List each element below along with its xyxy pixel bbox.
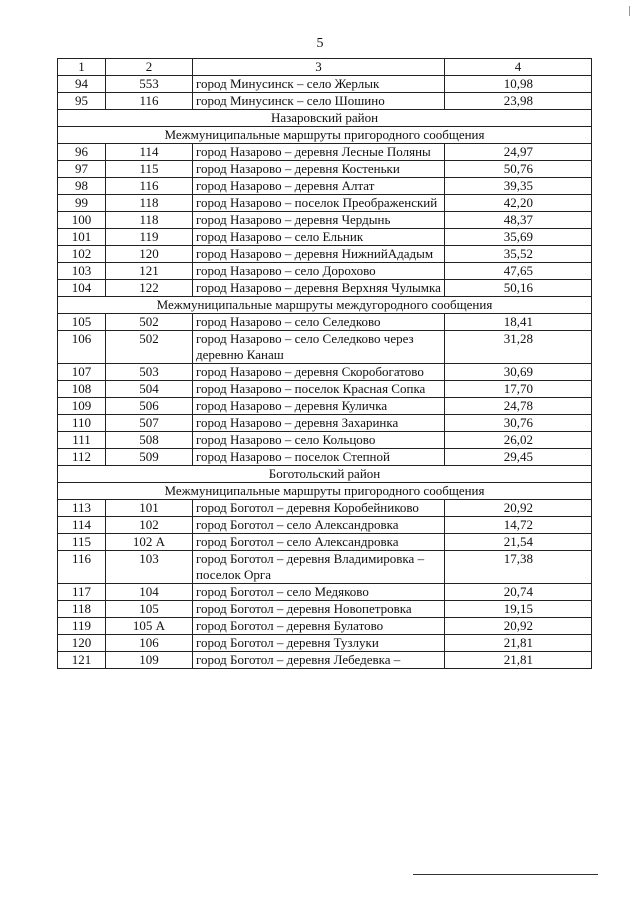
route-value: 48,37	[445, 212, 592, 229]
row-number: 98	[58, 178, 106, 195]
route-value: 19,15	[445, 601, 592, 618]
route-value: 47,65	[445, 263, 592, 280]
route-name: город Назарово – деревня Костеньки	[193, 161, 445, 178]
row-number: 96	[58, 144, 106, 161]
table-row	[58, 280, 592, 297]
route-name: город Боготол – деревня Владимировка – поселок Орга	[193, 551, 445, 584]
route-number: 118	[106, 212, 193, 229]
table-row	[58, 195, 592, 212]
route-number: 122	[106, 280, 193, 297]
route-value: 21,54	[445, 534, 592, 551]
table-row	[58, 618, 592, 635]
row-number: 117	[58, 584, 106, 601]
scan-edge-mark	[629, 6, 630, 16]
route-value: 30,76	[445, 415, 592, 432]
route-number: 121	[106, 263, 193, 280]
row-number: 121	[58, 652, 106, 669]
route-value: 21,81	[445, 652, 592, 669]
route-number: 506	[106, 398, 193, 415]
table-row	[58, 178, 592, 195]
route-value: 10,98	[445, 76, 592, 93]
route-number: 114	[106, 144, 193, 161]
route-number: 504	[106, 381, 193, 398]
route-name: город Назарово – деревня Скоробогатово	[193, 364, 445, 381]
row-number: 114	[58, 517, 106, 534]
page-number: 5	[316, 36, 324, 51]
row-number: 105	[58, 314, 106, 331]
route-number: 109	[106, 652, 193, 669]
row-number: 115	[58, 534, 106, 551]
section-heading-row	[58, 466, 592, 483]
row-number: 100	[58, 212, 106, 229]
route-number: 508	[106, 432, 193, 449]
route-name: город Назарово – деревня НижнийАдадым	[193, 246, 445, 263]
table-row	[58, 534, 592, 551]
route-number: 502	[106, 331, 193, 364]
route-name: город Назарово – поселок Степной	[193, 449, 445, 466]
route-name: город Назарово – село Дорохово	[193, 263, 445, 280]
route-name: город Боготол – деревня Коробейниково	[193, 500, 445, 517]
route-name: город Назарово – село Селедково через деревню Канаш	[193, 331, 445, 364]
route-value: 35,69	[445, 229, 592, 246]
route-number: 103	[106, 551, 193, 584]
header-cell: 1	[58, 59, 106, 76]
table-row	[58, 364, 592, 381]
table-row	[58, 415, 592, 432]
route-name: город Боготол – деревня Тузлуки	[193, 635, 445, 652]
row-number: 120	[58, 635, 106, 652]
route-number: 115	[106, 161, 193, 178]
route-name: город Назарово – деревня Алтат	[193, 178, 445, 195]
route-number: 120	[106, 246, 193, 263]
route-number: 116	[106, 93, 193, 110]
route-number: 502	[106, 314, 193, 331]
route-value: 26,02	[445, 432, 592, 449]
row-number: 111	[58, 432, 106, 449]
row-number: 101	[58, 229, 106, 246]
route-name: город Назарово – деревня Верхняя Чулымка	[193, 280, 445, 297]
route-value: 29,45	[445, 449, 592, 466]
table-row	[58, 500, 592, 517]
route-number: 101	[106, 500, 193, 517]
row-number: 104	[58, 280, 106, 297]
header-cell: 2	[106, 59, 193, 76]
table-row	[58, 449, 592, 466]
route-value: 35,52	[445, 246, 592, 263]
section-heading-row	[58, 110, 592, 127]
route-value: 50,76	[445, 161, 592, 178]
route-name: город Боготол – село Александровка	[193, 534, 445, 551]
table-row	[58, 263, 592, 280]
route-value: 50,16	[445, 280, 592, 297]
table-row	[58, 229, 592, 246]
route-value: 14,72	[445, 517, 592, 534]
route-name: город Назарово – деревня Куличка	[193, 398, 445, 415]
table-header-row	[58, 59, 592, 76]
bottom-rule	[413, 874, 598, 875]
route-name: город Назарово – село Селедково	[193, 314, 445, 331]
route-value: 17,38	[445, 551, 592, 584]
row-number: 99	[58, 195, 106, 212]
table-row	[58, 144, 592, 161]
route-name: город Назарово – поселок Красная Сопка	[193, 381, 445, 398]
row-number: 119	[58, 618, 106, 635]
section-heading: Назаровский район	[58, 110, 592, 127]
route-value: 20,92	[445, 500, 592, 517]
route-value: 24,97	[445, 144, 592, 161]
route-value: 23,98	[445, 93, 592, 110]
route-number: 106	[106, 635, 193, 652]
table-row	[58, 551, 592, 584]
table-row	[58, 652, 592, 669]
table-row	[58, 246, 592, 263]
routes-table	[57, 58, 592, 669]
row-number: 95	[58, 93, 106, 110]
table-row	[58, 212, 592, 229]
table-row	[58, 381, 592, 398]
row-number: 108	[58, 381, 106, 398]
table-row	[58, 601, 592, 618]
route-name: город Назарово – село Ельник	[193, 229, 445, 246]
route-number: 116	[106, 178, 193, 195]
route-number: 104	[106, 584, 193, 601]
route-value: 39,35	[445, 178, 592, 195]
route-number: 119	[106, 229, 193, 246]
row-number: 103	[58, 263, 106, 280]
route-number: 102 А	[106, 534, 193, 551]
section-heading: Межмуниципальные маршруты пригородного сообщения	[58, 127, 592, 144]
row-number: 110	[58, 415, 106, 432]
route-value: 42,20	[445, 195, 592, 212]
route-number: 507	[106, 415, 193, 432]
row-number: 107	[58, 364, 106, 381]
section-heading-row	[58, 297, 592, 314]
route-value: 20,92	[445, 618, 592, 635]
table-row	[58, 76, 592, 93]
header-cell: 3	[193, 59, 445, 76]
table-row	[58, 161, 592, 178]
table-row	[58, 93, 592, 110]
route-number: 553	[106, 76, 193, 93]
table-row	[58, 314, 592, 331]
route-value: 18,41	[445, 314, 592, 331]
route-name: город Боготол – деревня Булатово	[193, 618, 445, 635]
row-number: 106	[58, 331, 106, 364]
table-row	[58, 517, 592, 534]
row-number: 116	[58, 551, 106, 584]
route-name: город Назарово – поселок Преображенский	[193, 195, 445, 212]
route-name: город Боготол – село Медяково	[193, 584, 445, 601]
route-number: 509	[106, 449, 193, 466]
route-number: 503	[106, 364, 193, 381]
route-name: город Боготол – деревня Новопетровка	[193, 601, 445, 618]
route-name: город Боготол – деревня Лебедевка –	[193, 652, 445, 669]
route-number: 105	[106, 601, 193, 618]
route-value: 21,81	[445, 635, 592, 652]
table-row	[58, 635, 592, 652]
section-heading: Боготольский район	[58, 466, 592, 483]
row-number: 94	[58, 76, 106, 93]
section-heading-row	[58, 483, 592, 500]
route-name: город Минусинск – село Шошино	[193, 93, 445, 110]
section-heading: Межмуниципальные маршруты пригородного сообщения	[58, 483, 592, 500]
route-name: город Боготол – село Александровка	[193, 517, 445, 534]
route-number: 102	[106, 517, 193, 534]
row-number: 112	[58, 449, 106, 466]
route-name: город Назарово – деревня Захаринка	[193, 415, 445, 432]
section-heading-row	[58, 127, 592, 144]
row-number: 102	[58, 246, 106, 263]
table-row	[58, 398, 592, 415]
route-name: город Назарово – деревня Чердынь	[193, 212, 445, 229]
row-number: 97	[58, 161, 106, 178]
table-row	[58, 331, 592, 364]
route-number: 118	[106, 195, 193, 212]
row-number: 118	[58, 601, 106, 618]
route-name: город Назарово – деревня Лесные Поляны	[193, 144, 445, 161]
table-row	[58, 584, 592, 601]
section-heading: Межмуниципальные маршруты междугородного сообщения	[58, 297, 592, 314]
row-number: 109	[58, 398, 106, 415]
route-value: 20,74	[445, 584, 592, 601]
table-row	[58, 432, 592, 449]
route-value: 31,28	[445, 331, 592, 364]
route-name: город Назарово – село Кольцово	[193, 432, 445, 449]
route-value: 17,70	[445, 381, 592, 398]
header-cell: 4	[445, 59, 592, 76]
route-value: 24,78	[445, 398, 592, 415]
route-value: 30,69	[445, 364, 592, 381]
row-number: 113	[58, 500, 106, 517]
route-number: 105 А	[106, 618, 193, 635]
route-name: город Минусинск – село Жерлык	[193, 76, 445, 93]
